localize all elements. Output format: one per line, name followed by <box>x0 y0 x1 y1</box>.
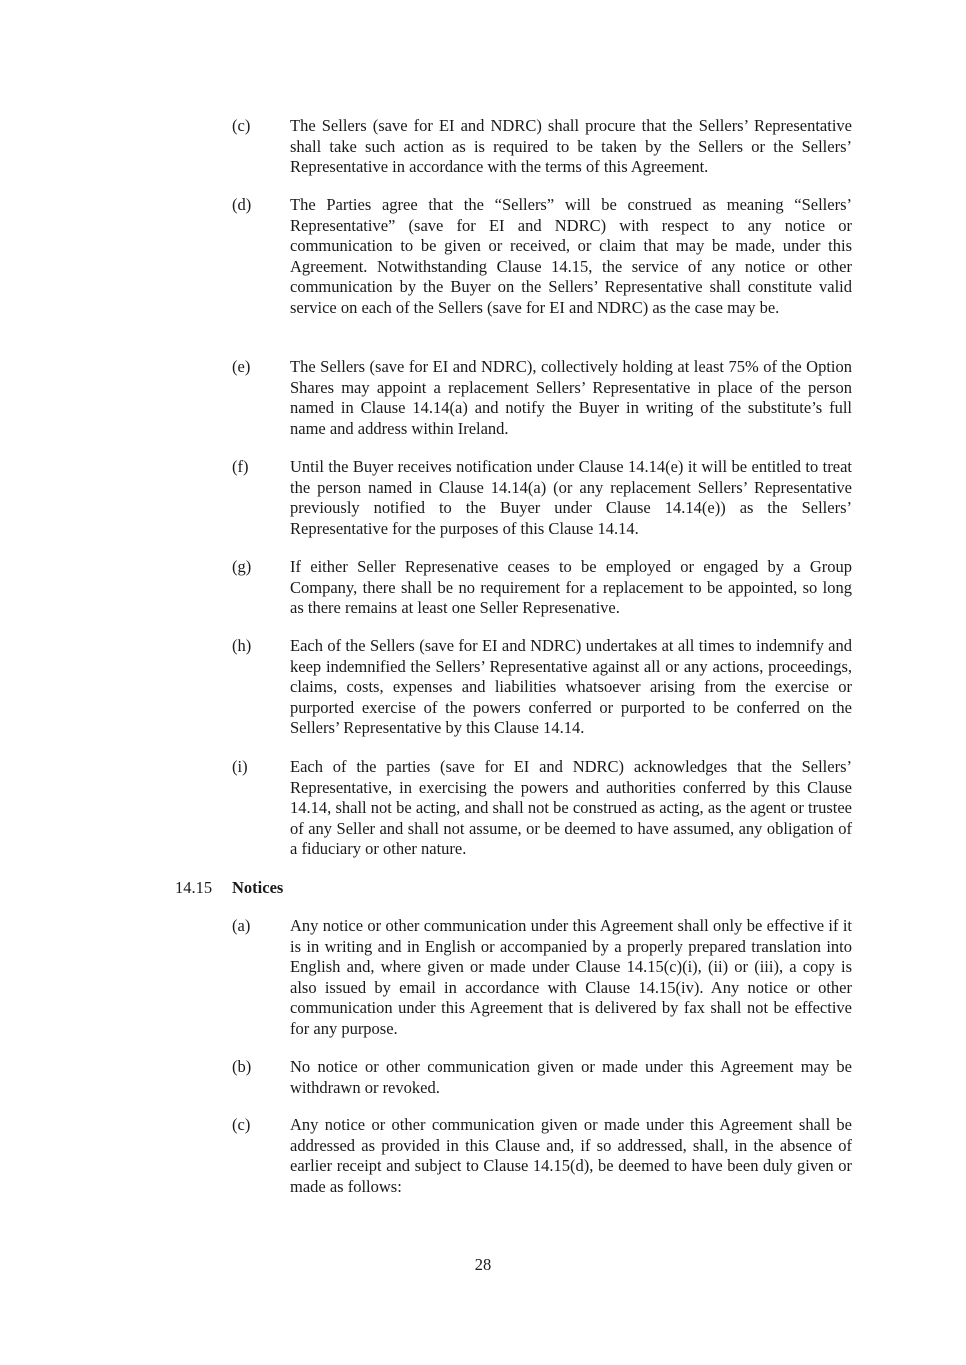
clause-label: (g) <box>232 557 252 576</box>
clause-text: The Sellers (save for EI and NDRC), collectively holding at least 75% of the Option Shares may appoint a replacement Sellers’ Representative in place of the person named in Clause 14.14(a) and notify the Buyer in writing of the substitute’s full name and address within Ireland. <box>290 357 852 438</box>
clause-text: Each of the Sellers (save for EI and NDRC) undertakes at all times to indemnify and keep indemnified the Sellers’ Representative against all or any actions, proceedings, claims, costs, expenses and liabilities whatsoever arising from the exercise or purported exercise of the powers conferred or purported to be conferred on the Sellers’ Representative by this Clause 14.14. <box>290 636 852 737</box>
page-number: 28 <box>474 1255 492 1274</box>
clause-14-14-g <box>232 557 852 619</box>
clause-label: (f) <box>232 457 249 476</box>
clause-text: The Parties agree that the “Sellers” will be construed as meaning “Sellers’ Representative” (save for EI and NDRC) with respect to any notice or communication to be given or received, or claim that may be made, under this Agreement. Notwithstanding Clause 14.15, the service of any notice or other communication by the Buyer on the Sellers’ Representative shall constitute valid service on each of the Sellers (save for EI and NDRC) as the case may be. <box>290 195 852 317</box>
clause-14-15-a <box>232 916 852 1039</box>
clause-14-14-f <box>232 457 852 539</box>
clause-14-14-i <box>232 757 852 860</box>
section-title: Notices <box>232 878 284 897</box>
clause-label: (h) <box>232 636 252 655</box>
section-heading-notices <box>175 878 283 899</box>
clause-text: No notice or other communication given or made under this Agreement may be withdrawn or revoked. <box>290 1057 852 1097</box>
clause-label: (c) <box>232 1115 251 1134</box>
clause-label: (i) <box>232 757 248 776</box>
clause-text: If either Seller Represenative ceases to be employed or engaged by a Group Company, there shall be no requirement for a replacement to be appointed, so long as there remains at least one Seller Represenative. <box>290 557 852 617</box>
clause-14-15-b <box>232 1057 852 1098</box>
clause-text: Any notice or other communication given or made under this Agreement shall be addressed as provided in this Clause and, if so addressed, shall, in the absence of earlier receipt and subject to Clause 14.15(d), be deemed to have been duly given or made as follows: <box>290 1115 852 1196</box>
section-number: 14.15 <box>175 878 213 897</box>
clause-label: (d) <box>232 195 252 214</box>
clause-label: (e) <box>232 357 251 376</box>
clause-text: Each of the parties (save for EI and NDRC) acknowledges that the Sellers’ Representative, in exercising the powers and authorities conferred by this Clause 14.14, shall not be acting, and shall not be construed as acting, as the agent or trustee of any Seller and shall not assume, or be deemed to have assumed, any obligation of a fiduciary or other nature. <box>290 757 852 858</box>
clause-14-15-c <box>232 1115 852 1197</box>
clause-text: The Sellers (save for EI and NDRC) shall procure that the Sellers’ Representative shall take such action as is required to be taken by the Sellers or the Sellers’ Representative in accordance with the terms of this Agreement. <box>290 116 852 176</box>
clause-label: (b) <box>232 1057 252 1076</box>
clause-label: (a) <box>232 916 251 935</box>
clause-14-14-c <box>232 116 852 178</box>
clause-text: Until the Buyer receives notification under Clause 14.14(e) it will be entitled to treat the person named in Clause 14.14(a) (or any replacement Sellers’ Representative previously notified to the Buyer under Clause 14.14(e)) as the Sellers’ Representative for the purposes of this Clause 14.14. <box>290 457 852 538</box>
clause-14-14-e <box>232 357 852 439</box>
clause-14-14-h <box>232 636 852 739</box>
clause-text: Any notice or other communication under this Agreement shall only be effective if it is in writing and in English or accompanied by a properly prepared translation into English and, where given or made under Clause 14.15(c)(i), (ii) or (iii), a copy is also issued by email in accordance with Clause 14.15(iv). Any notice or other communication under this Agreement that is delivered by fax shall not be effective for any purpose. <box>290 916 852 1038</box>
clause-label: (c) <box>232 116 251 135</box>
clause-14-14-d <box>232 195 852 318</box>
